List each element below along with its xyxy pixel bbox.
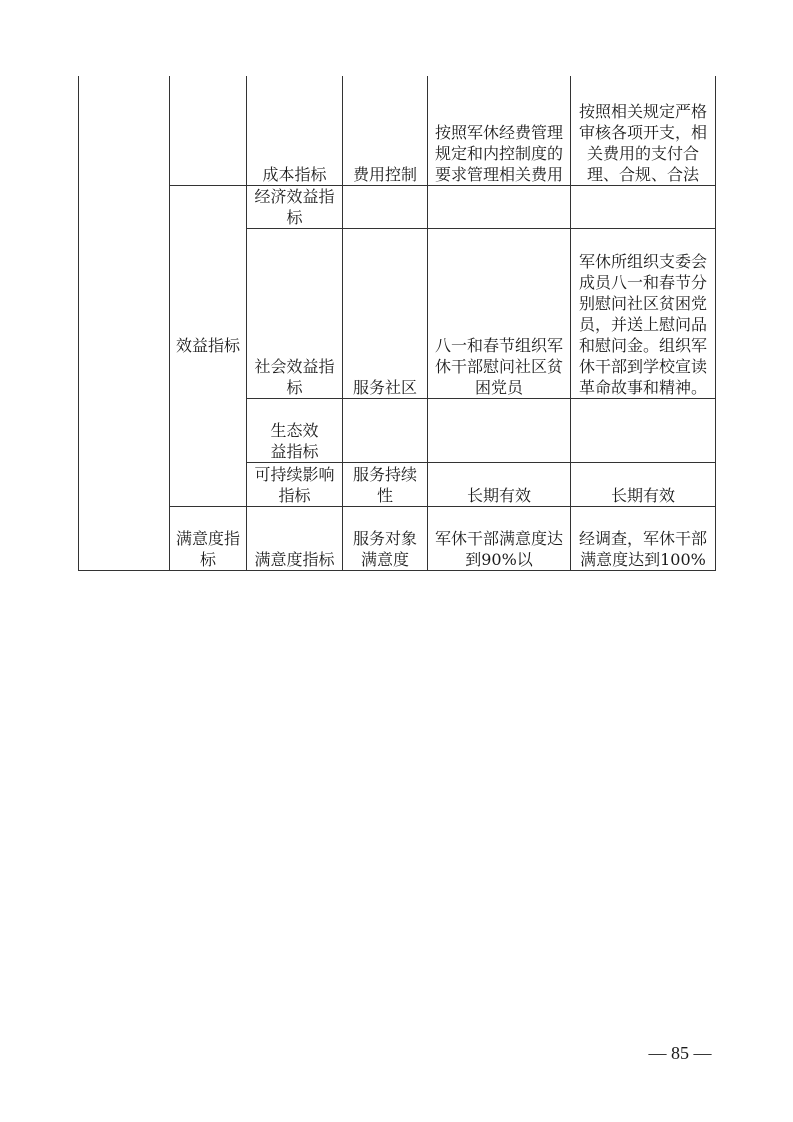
target-value-cell: [428, 398, 571, 462]
target-value-cell: [428, 185, 571, 228]
tertiary-indicator-cell: 满意度指标: [247, 506, 343, 570]
indicator-content-cell: 费用控制: [343, 76, 428, 185]
indicator-content-cell: 服务持续性: [343, 462, 428, 506]
actual-completion-cell: 军休所组织支委会成员八一和春节分别慰问社区贫困党员，并送上慰问品和慰问金。组织军休干部到学校宣读革命故事和精神。: [571, 228, 716, 398]
indicator-content-cell: [343, 398, 428, 462]
page-number: — 85 —: [648, 1043, 712, 1063]
secondary-indicator-cell: [170, 76, 247, 185]
tertiary-indicator-cell: 成本指标: [247, 76, 343, 185]
secondary-indicator-cell: 效益指标: [170, 185, 247, 506]
actual-completion-cell: 长期有效: [571, 462, 716, 506]
table-row: [79, 185, 716, 228]
target-value-cell: 八一和春节组织军休干部慰问社区贫困党员: [428, 228, 571, 398]
target-value-cell: 军休干部满意度达到90%以: [428, 506, 571, 570]
tertiary-indicator-cell: 生态效益指标: [247, 398, 343, 462]
blank-first-column-cell: [79, 76, 170, 570]
table-row: [79, 76, 716, 185]
tertiary-indicator-cell: 可持续影响指标: [247, 462, 343, 506]
actual-completion-cell: [571, 185, 716, 228]
tertiary-indicator-cell: 经济效益指标: [247, 185, 343, 228]
indicator-content-cell: 服务社区: [343, 228, 428, 398]
indicator-content-cell: [343, 185, 428, 228]
secondary-indicator-cell: 满意度指标: [170, 506, 247, 570]
tertiary-indicator-cell: 社会效益指标: [247, 228, 343, 398]
target-value-cell: 按照军休经费管理规定和内控制度的要求管理相关费用: [428, 76, 571, 185]
actual-completion-cell: 按照相关规定严格审核各项开支，相关费用的支付合理、合规、合法: [571, 76, 716, 185]
performance-indicator-table: [78, 76, 716, 571]
table-row: [79, 506, 716, 570]
target-value-cell: 长期有效: [428, 462, 571, 506]
indicator-content-cell: 服务对象满意度: [343, 506, 428, 570]
actual-completion-cell: 经调查，军休干部满意度达到100%: [571, 506, 716, 570]
actual-completion-cell: [571, 398, 716, 462]
